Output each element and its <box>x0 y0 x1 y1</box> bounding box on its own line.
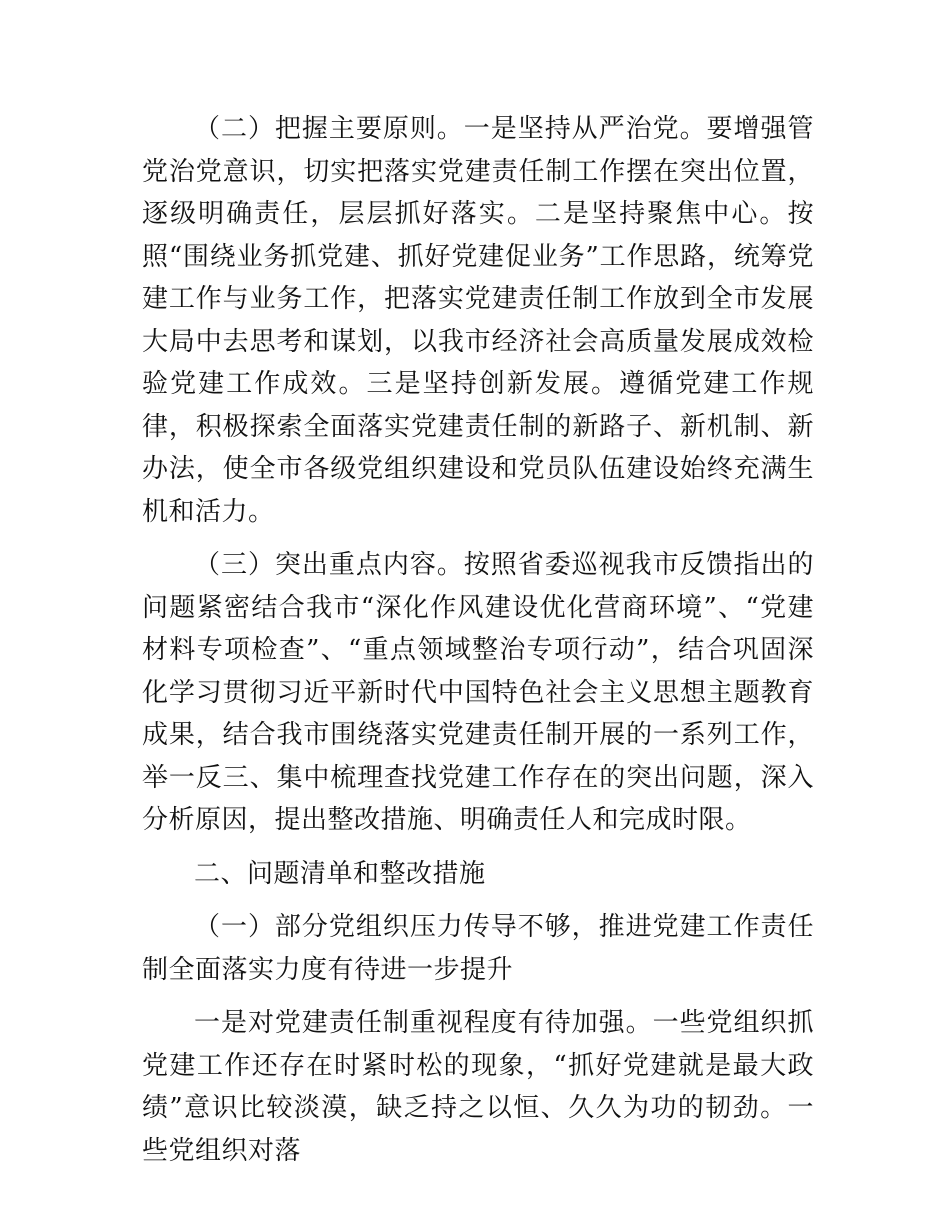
paragraph-problem-one: 一是对党建责任制重视程度有待加强。一些党组织抓党建工作还存在时紧时松的现象，“抓好党建就是最大政绩”意识比较淡漠，缺乏持之以恒、久久为功的韧劲。一些党组织对落 <box>142 1008 814 1166</box>
subsection-heading: （一）部分党组织压力传导不够，推进党建工作责任制全面落实力度有待进一步提升 <box>142 912 814 985</box>
paragraph-principles: （二）把握主要原则。一是坚持从严治党。要增强管党治党意识，切实把落实党建责任制工作摆在突出位置，逐级明确责任，层层抓好落实。二是坚持聚焦中心。按照“围绕业务抓党建、抓好党建促业务”工作思路，统筹党建工作与业务工作，把落实党建责任制工作放到全市发展大局中去思考和谋划，以我市经济社会高质量发展成效检验党建工作成效。三是坚持创新发展。遵循党建工作规律，积极探索全面落实党建责任制的新路子、新机制、新办法，使全市各级党组织建设和党员队伍建设始终充满生机和活力。 <box>142 114 814 527</box>
section-heading: 二、问题清单和整改措施 <box>194 858 486 889</box>
document-page <box>142 108 814 1183</box>
paragraph-key-content: （三）突出重点内容。按照省委巡视我市反馈指出的问题紧密结合我市“深化作风建设优化营商环境”、“党建材料专项检查”、“重点领域整治专项行动”，结合巩固深化学习贯彻习近平新时代中国特色社会主义思想主题教育成果，结合我市围绕落实党建责任制开展的一系列工作，举一反三、集中梳理查找党建工作存在的突出问题，深入分析原因，提出整改措施、明确责任人和完成时限。 <box>142 550 814 835</box>
